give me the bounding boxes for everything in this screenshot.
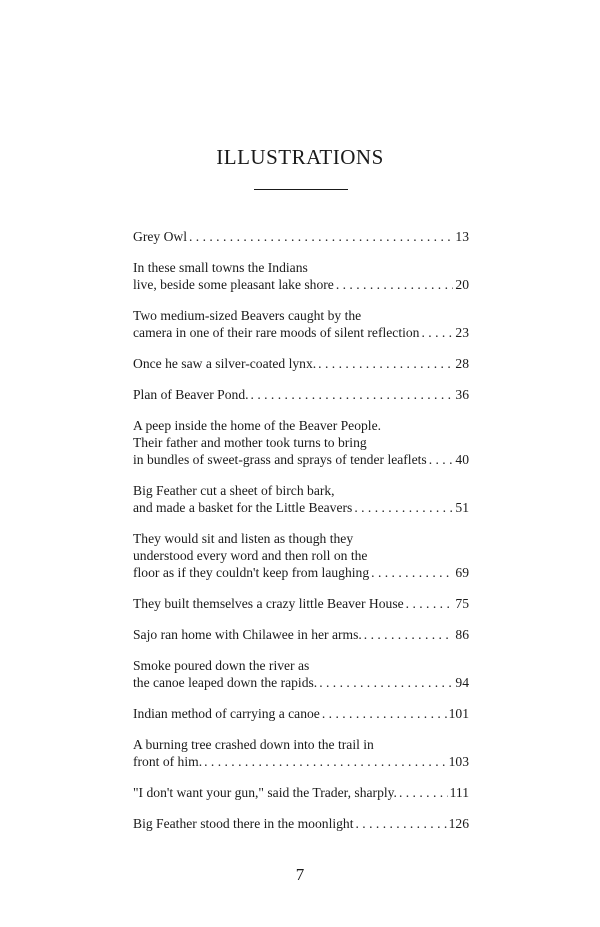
entry-leader-row [133,564,469,581]
illustration-entry [133,386,469,403]
illustration-entry [133,482,469,516]
illustration-entry [133,705,469,722]
entry-caption-line: floor as if they couldn't keep from laughing [133,565,370,580]
entry-caption-line: live, beside some pleasant lake shore [133,277,334,292]
dot-leader [421,324,453,341]
entry-caption-line: camera in one of their rare moods of silent reflection [133,325,420,340]
entry-page-number: 40 [455,452,469,467]
dot-leader [336,276,454,293]
dot-leader [318,355,453,372]
entry-page-number: 111 [449,785,469,800]
entry-leader-row [133,705,469,722]
entry-page-number: 101 [448,706,469,721]
entry-caption-line: Sajo ran home with Chilawee in her arms. [133,627,362,642]
dot-leader [322,705,447,722]
entry-caption-line: "I don't want your gun," said the Trader, sharply. [133,785,397,800]
entry-leader-row [133,324,469,341]
entry-caption-line: Big Feather cut a sheet of birch bark, [133,483,335,498]
entry-caption-line: Smoke poured down the river as [133,658,310,673]
entry-page-number: 13 [455,229,469,244]
entry-page-number: 28 [455,356,469,371]
entry-leader-row [133,595,469,612]
entry-caption-line: and made a basket for the Little Beavers [133,500,353,515]
entry-page-number: 103 [448,754,469,769]
dot-leader [356,815,447,832]
entry-leader-row [133,228,469,245]
entry-leader-row [133,499,469,516]
entry-page-number: 36 [455,387,469,402]
entry-caption-line: They would sit and listen as though they [133,531,354,546]
entry-page-number: 51 [455,500,469,515]
entry-leader-row [133,784,469,801]
illustration-entry [133,228,469,245]
entry-leader-row [133,451,469,468]
dot-leader [399,784,448,801]
entry-leader-row [133,626,469,643]
entry-caption-line: Two medium-sized Beavers caught by the [133,308,362,323]
entry-leader-row [133,355,469,372]
entry-leader-row [133,386,469,403]
entry-page-number: 20 [455,277,469,292]
illustration-entry [133,530,469,581]
entry-page-number: 126 [448,816,469,831]
dot-leader [251,386,454,403]
dot-leader [406,595,454,612]
title-rule [254,189,348,190]
entry-page-number: 86 [455,627,469,642]
entry-caption-line: In these small towns the Indians [133,260,308,275]
entry-caption-line: A burning tree crashed down into the trail in [133,737,374,752]
illustration-entry [133,259,469,293]
dot-leader [354,499,453,516]
dot-leader [204,753,447,770]
entry-caption-line: A peep inside the home of the Beaver People. [133,418,382,433]
entry-page-number: 23 [455,325,469,340]
entry-leader-row [133,753,469,770]
entry-leader-row [133,815,469,832]
entry-caption-line: understood every word and then roll on the [133,548,368,563]
page-title: ILLUSTRATIONS [216,145,384,169]
entry-page-number: 75 [455,596,469,611]
entry-leader-row [133,276,469,293]
entry-caption-line: Their father and mother took turns to bring [133,435,367,450]
illustration-entry [133,355,469,372]
dot-leader [189,228,453,245]
dot-leader [364,626,454,643]
entry-caption-line: front of him. [133,754,203,769]
dot-leader [429,451,454,468]
entry-leader-row [133,674,469,691]
entry-caption-line: in bundles of sweet-grass and sprays of tender leaflets [133,452,427,467]
illustrations-list [133,228,469,846]
page-number: 7 [295,865,305,884]
entry-caption-line: Indian method of carrying a canoe [133,706,320,721]
illustration-entry [133,736,469,770]
entry-caption-line: the canoe leaped down the rapids. [133,675,318,690]
entry-page-number: 69 [455,565,469,580]
entry-page-number: 94 [455,675,469,690]
illustration-entry [133,595,469,612]
entry-caption-line: They built themselves a crazy little Beaver House [133,596,404,611]
dot-leader [371,564,453,581]
entry-caption-line: Plan of Beaver Pond. [133,387,249,402]
illustration-entry [133,784,469,801]
illustration-entry [133,657,469,691]
entry-caption-line: Once he saw a silver-coated lynx. [133,356,317,371]
illustration-entry [133,417,469,468]
illustration-entry [133,307,469,341]
entry-caption-line: Grey Owl [133,229,187,244]
illustration-entry [133,815,469,832]
dot-leader [319,674,453,691]
entry-caption-line: Big Feather stood there in the moonlight [133,816,354,831]
illustration-entry [133,626,469,643]
